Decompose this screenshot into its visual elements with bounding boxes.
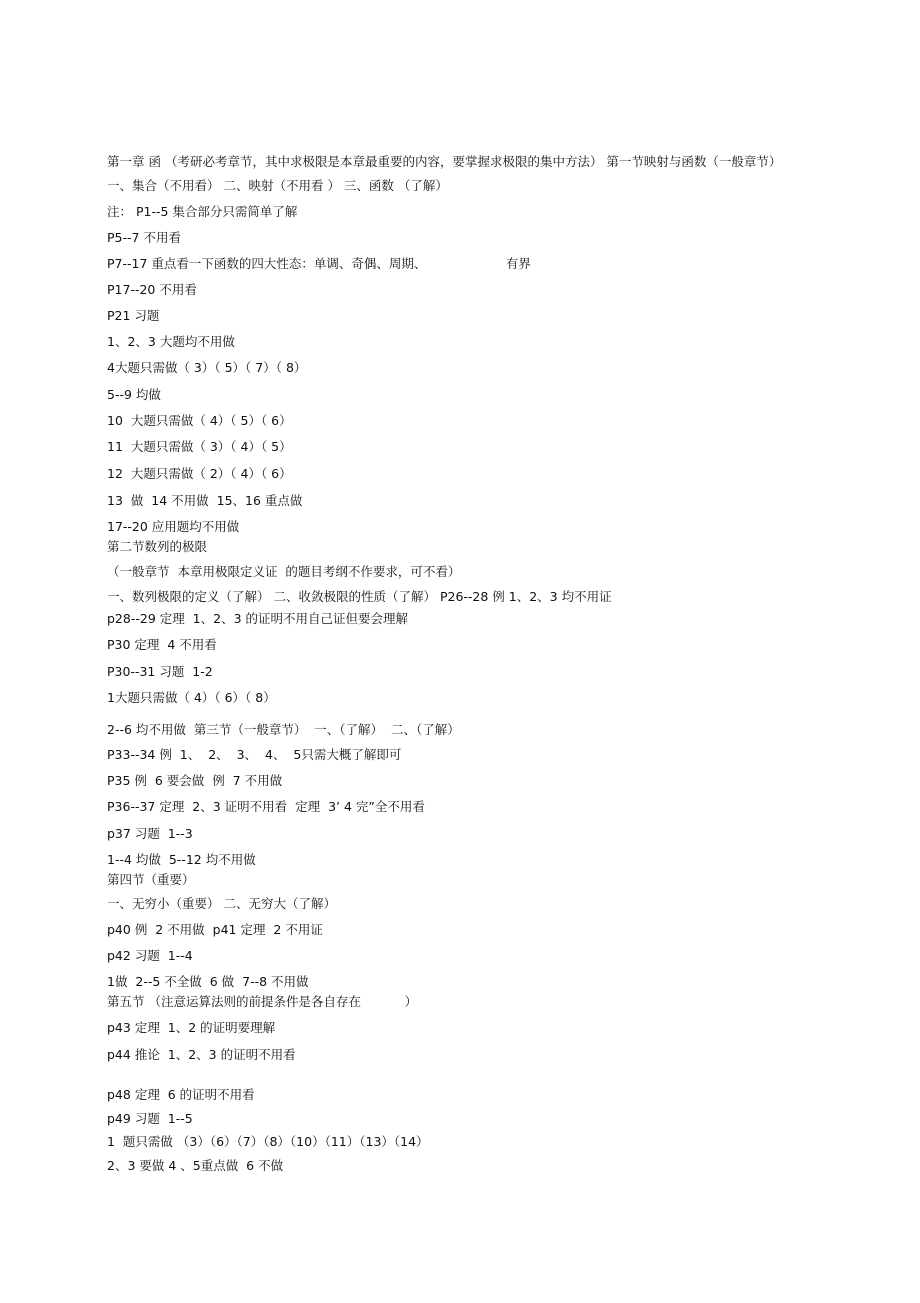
text-line: 4大题只需做（ 3）（ 5）（ 7）（ 8）	[107, 360, 307, 375]
text-line: P21 习题	[107, 308, 160, 323]
text-line: P35 例 6 要会做 例 7 不用做	[107, 773, 283, 788]
text-line: p28--29 定理 1、2、3 的证明不用自己证但要会理解	[107, 611, 409, 626]
text-line: p42 习题 1--4	[107, 948, 193, 963]
text-line: 一、数列极限的定义（了解） 二、收敛极限的性质（了解） P26--28 例 1、2、3 均不用证	[107, 589, 612, 604]
text-line: P30--31 习题 1-2	[107, 664, 213, 679]
text-line: P7--17 重点看一下函数的四大性态：单调、奇偶、周期、 有界	[107, 256, 531, 271]
text-line: （一般章节 本章用极限定义证 的题目考纲不作要求，可不看）	[107, 564, 461, 579]
text-line: P33--34 例 1、 2、 3、 4、 5只需大概了解即可	[107, 747, 402, 762]
text-line: p48 定理 6 的证明不用看	[107, 1087, 255, 1102]
text-line: P17--20 不用看	[107, 282, 197, 297]
text-line: p37 习题 1--3	[107, 826, 193, 841]
text-line: 1、2、3 大题均不用做	[107, 334, 235, 349]
text-line: 11 大题只需做（ 3）（ 4）（ 5）	[107, 439, 292, 454]
text-line: 1做 2--5 不全做 6 做 7--8 不用做	[107, 974, 309, 989]
text-line: 13 做 14 不用做 15、16 重点做	[107, 493, 303, 508]
text-line: 2、3 要做 4 、5重点做 6 不做	[107, 1158, 284, 1173]
text-line: P30 定理 4 不用看	[107, 637, 217, 652]
text-line: 1大题只需做（ 4）（ 6）（ 8）	[107, 690, 276, 705]
text-line: p43 定理 1、2 的证明要理解	[107, 1020, 276, 1035]
text-line: 5--9 均做	[107, 387, 161, 402]
text-line: p49 习题 1--5	[107, 1111, 193, 1126]
text-line: 12 大题只需做（ 2）（ 4）（ 6）	[107, 466, 292, 481]
text-line: p40 例 2 不用做 p41 定理 2 不用证	[107, 922, 323, 937]
text-line: 一、集合（不用看） 二、映射（不用看 ） 三、函数 （了解）	[107, 178, 448, 193]
text-line: p44 推论 1、2、3 的证明不用看	[107, 1047, 296, 1062]
text-line: 一、无穷小（重要） 二、无穷大（了解）	[107, 896, 336, 911]
text-line: P5--7 不用看	[107, 230, 181, 245]
text-line: 17--20 应用题均不用做	[107, 519, 240, 534]
text-line: 10 大题只需做（ 4）（ 5）（ 6）	[107, 413, 292, 428]
text-line: P36--37 定理 2、3 证明不用看 定理 3’ 4 完”全不用看	[107, 799, 425, 814]
section-heading: 第五节 （注意运算法则的前提条件是各自存在 ）	[107, 994, 418, 1009]
section-heading: 第四节（重要）	[107, 872, 195, 887]
text-line: 1--4 均做 5--12 均不用做	[107, 852, 256, 867]
section-heading: 第二节数列的极限	[107, 539, 208, 554]
text-line: 注： P1--5 集合部分只需简单了解	[107, 204, 298, 219]
text-line: 1 题只需做 （3）（6）（7）（8）（10）（11）（13）（14）	[107, 1134, 429, 1149]
text-line: 第一章 函 （考研必考章节，其中求极限是本章最重要的内容，要掌握求极限的集中方法） 第一节映射与函数（一般章节）	[107, 154, 782, 169]
text-line: 2--6 均不用做 第三节（一般章节） 一、（了解） 二、（了解）	[107, 722, 460, 737]
